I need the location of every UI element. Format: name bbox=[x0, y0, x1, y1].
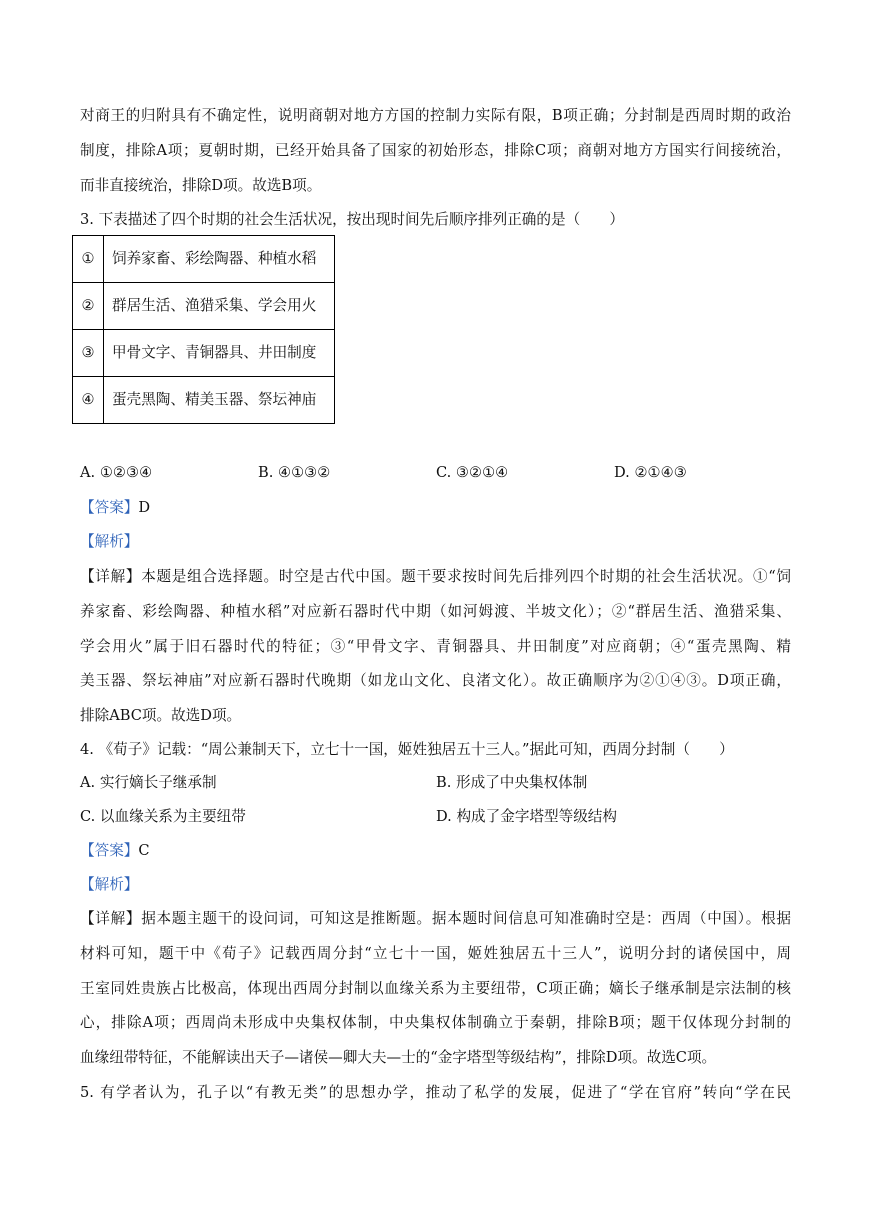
q4-option-b: B. 形成了中央集权体制 bbox=[436, 774, 588, 791]
q3-answer bbox=[80, 498, 150, 518]
q5-stem: 5. 有学者认为，孔子以“有教无类”的思想办学，推动了私学的发展，促进了“学在官府”转向“学在民 bbox=[80, 1084, 791, 1101]
q3-option-c: C. ③②①④ bbox=[436, 464, 509, 481]
detail-tag: 【详解】 bbox=[80, 568, 142, 585]
table-row bbox=[73, 236, 335, 283]
q4-answer bbox=[80, 841, 150, 861]
table-cell-number: ② bbox=[73, 283, 104, 330]
q4-option-c: C. 以血缘关系为主要纽带 bbox=[80, 808, 246, 825]
answer-tag: 【答案】 bbox=[80, 842, 139, 859]
answer-value: D bbox=[138, 499, 151, 516]
detail-text: 本题是组合选择题。时空是古代中国。题干要求按时间先后排列四个时期的社会生活状况。①“饲 bbox=[141, 568, 791, 585]
q2-tail-line-2: 制度，排除A项；夏朝时期，已经开始具备了国家的初始形态，排除C项；商朝对地方方国实行间接统治， bbox=[80, 142, 791, 159]
q3-detail-line-2: 养家畜、彩绘陶器、种植水稻”对应新石器时代中期（如河姆渡、半坡文化）；②“群居生活、渔猎采集、 bbox=[80, 603, 791, 620]
q4-detail-line-2: 材料可知，题干中《荀子》记载西周分封“立七十一国，姬姓独居五十三人”，说明分封的诸侯国中，周 bbox=[80, 945, 791, 962]
q2-tail-line-1: 对商王的归附具有不确定性，说明商朝对地方方国的控制力实际有限，B项正确；分封制是西周时期的政治 bbox=[80, 107, 791, 124]
q4-detail-line-4: 心，排除A项；西周尚未形成中央集权体制，中央集权体制确立于秦朝，排除B项；题干仅体现分封制的 bbox=[80, 1014, 791, 1031]
q3-detail-line-4: 美玉器、祭坛神庙”对应新石器时代晚期（如龙山文化、良渚文化）。故正确顺序为②①④③。D项正确， bbox=[80, 672, 791, 689]
q3-detail-line-5: 排除ABC项。故选D项。 bbox=[80, 707, 242, 724]
q4-analysis-tag: 【解析】 bbox=[80, 876, 139, 893]
q4-detail-line-1 bbox=[80, 909, 791, 929]
table-row bbox=[73, 330, 335, 377]
table-cell-number: ① bbox=[73, 236, 104, 283]
q3-table bbox=[72, 235, 335, 424]
answer-tag: 【答案】 bbox=[80, 499, 139, 516]
detail-text: 据本题主题干的设问词，可知这是推断题。据本题时间信息可知准确时空是：西周（中国）。根据 bbox=[141, 910, 791, 927]
q3-detail-line-1 bbox=[80, 567, 791, 587]
table-cell-number: ④ bbox=[73, 377, 104, 424]
q4-stem: 4. 《荀子》记载：“周公兼制天下，立七十一国，姬姓独居五十三人。”据此可知，西周分封制（ ） bbox=[80, 741, 734, 758]
q3-stem: 3. 下表描述了四个时期的社会生活状况，按出现时间先后顺序排列正确的是（ ） bbox=[80, 211, 624, 228]
q4-option-a: A. 实行嫡长子继承制 bbox=[80, 774, 217, 791]
table-cell-number: ③ bbox=[73, 330, 104, 377]
table-cell-text: 甲骨文字、青铜器具、井田制度 bbox=[104, 330, 335, 377]
table-cell-text: 群居生活、渔猎采集、学会用火 bbox=[104, 283, 335, 330]
q2-tail-line-3: 而非直接统治，排除D项。故选B项。 bbox=[80, 177, 322, 194]
table-cell-text: 蛋壳黑陶、精美玉器、祭坛神庙 bbox=[104, 377, 335, 424]
q3-option-a: A. ①②③④ bbox=[80, 464, 153, 481]
table-row bbox=[73, 377, 335, 424]
q3-option-d: D. ②①④③ bbox=[614, 464, 687, 481]
table-cell-text: 饲养家畜、彩绘陶器、种植水稻 bbox=[104, 236, 335, 283]
q3-analysis-tag: 【解析】 bbox=[80, 533, 139, 550]
answer-value: C bbox=[138, 842, 150, 859]
q3-option-b: B. ④①③② bbox=[258, 464, 331, 481]
q4-option-d: D. 构成了金字塔型等级结构 bbox=[436, 808, 617, 825]
detail-tag: 【详解】 bbox=[80, 910, 142, 927]
q3-detail-line-3: 学会用火”属于旧石器时代的特征；③“甲骨文字、青铜器具、井田制度”对应商朝；④“蛋壳黑陶、精 bbox=[80, 638, 791, 655]
q4-detail-line-3: 王室同姓贵族占比极高，体现出西周分封制以血缘关系为主要纽带，C项正确；嫡长子继承制是宗法制的核 bbox=[80, 980, 791, 997]
q4-detail-line-5: 血缘纽带特征，不能解读出天子—诸侯—卿大夫—士的“金字塔型等级结构”，排除D项。故选C项。 bbox=[80, 1049, 717, 1066]
table-row bbox=[73, 283, 335, 330]
